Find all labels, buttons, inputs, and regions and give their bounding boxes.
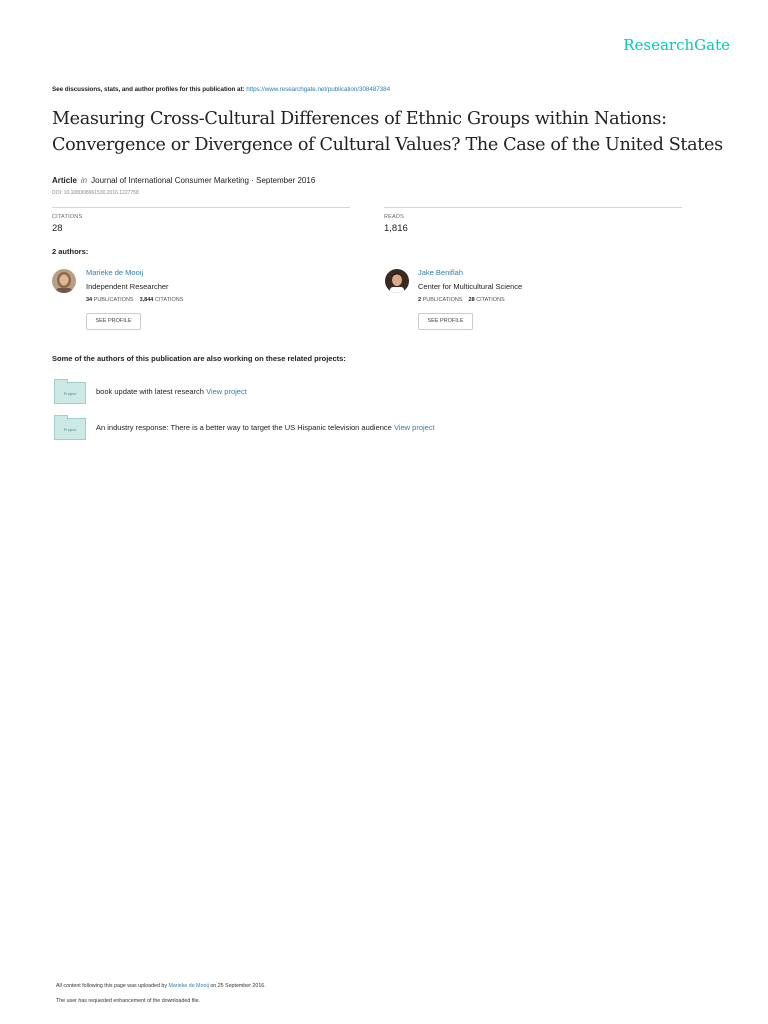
discussions-text: See discussions, stats, and author profiles for this publication at: [52,86,245,93]
folder-tab [54,379,68,384]
author-institution: Center for Multicultural Science [418,282,523,291]
uploader-link[interactable]: Marieke de Mooij [168,983,209,989]
project-icon-label: Project [63,391,77,396]
related-projects-heading: Some of the authors of this publication are also working on these related projects: [52,354,346,363]
author-citations-count: 28 [468,297,475,303]
reads-count: 1,816 [384,223,408,234]
article-type: Article [52,176,77,185]
author-photo-icon [385,269,409,293]
project-item [96,387,247,396]
citations-count: 28 [52,223,63,234]
upload-note-suffix: on 25 September 2016. [210,983,266,989]
upload-note-prefix: All content following this page was uploaded by [56,983,168,989]
publication-url-link[interactable]: https://www.researchgate.net/publication/308487384 [246,86,391,93]
upload-note [56,983,266,989]
publications-count: 34 [86,297,93,303]
author-stats [418,297,505,303]
project-title: An industry response: There is a better way to target the US Hispanic television audience [96,423,392,432]
see-profile-button[interactable]: SEE PROFILE [418,313,473,330]
publications-label: PUBLICATIONS [422,297,463,303]
see-profile-button[interactable]: SEE PROFILE [86,313,141,330]
citations-label: CITATIONS [52,214,83,220]
author-citations-count: 3,844 [139,297,154,303]
researchgate-logo[interactable]: ResearchGate [623,36,730,54]
citations-divider [52,207,350,208]
reads-label: READS [384,214,404,220]
in-word: in [80,176,88,185]
author-name-link[interactable]: Jake Beniflah [418,268,464,277]
folder-tab [54,415,68,420]
view-project-link[interactable]: View project [393,423,435,432]
project-title: book update with latest research [96,387,204,396]
article-meta [52,176,315,185]
journal-date: Journal of International Consumer Marketing · September 2016 [91,176,316,185]
author-avatar[interactable] [385,269,409,293]
view-project-link[interactable]: View project [206,387,247,396]
enhancement-note: The user has requested enhancement of the downloaded file. [56,998,200,1004]
paper-title: Measuring Cross-Cultural Differences of Ethnic Groups within Nations: Convergence or Divergence of Cultural Values? The Case of the United States [52,109,723,155]
author-citations-label: CITATIONS [476,297,505,303]
publications-label: PUBLICATIONS [93,297,134,303]
project-folder-icon[interactable] [54,418,86,440]
discussions-line [52,86,390,93]
author-stats [86,297,183,303]
author-name-link[interactable]: Marieke de Mooij [86,268,144,277]
project-item [96,423,435,432]
authors-heading: 2 authors: [52,247,89,256]
author-photo-icon [52,269,76,293]
project-icon-label: Project [63,427,77,432]
doi: DOI: 10.1080/08961530.2016.1227758 [52,190,139,196]
reads-divider [384,207,682,208]
author-institution: Independent Researcher [86,282,169,291]
project-folder-icon[interactable] [54,382,86,404]
author-avatar[interactable] [52,269,76,293]
publications-count: 2 [418,297,422,303]
author-citations-label: CITATIONS [154,297,184,303]
